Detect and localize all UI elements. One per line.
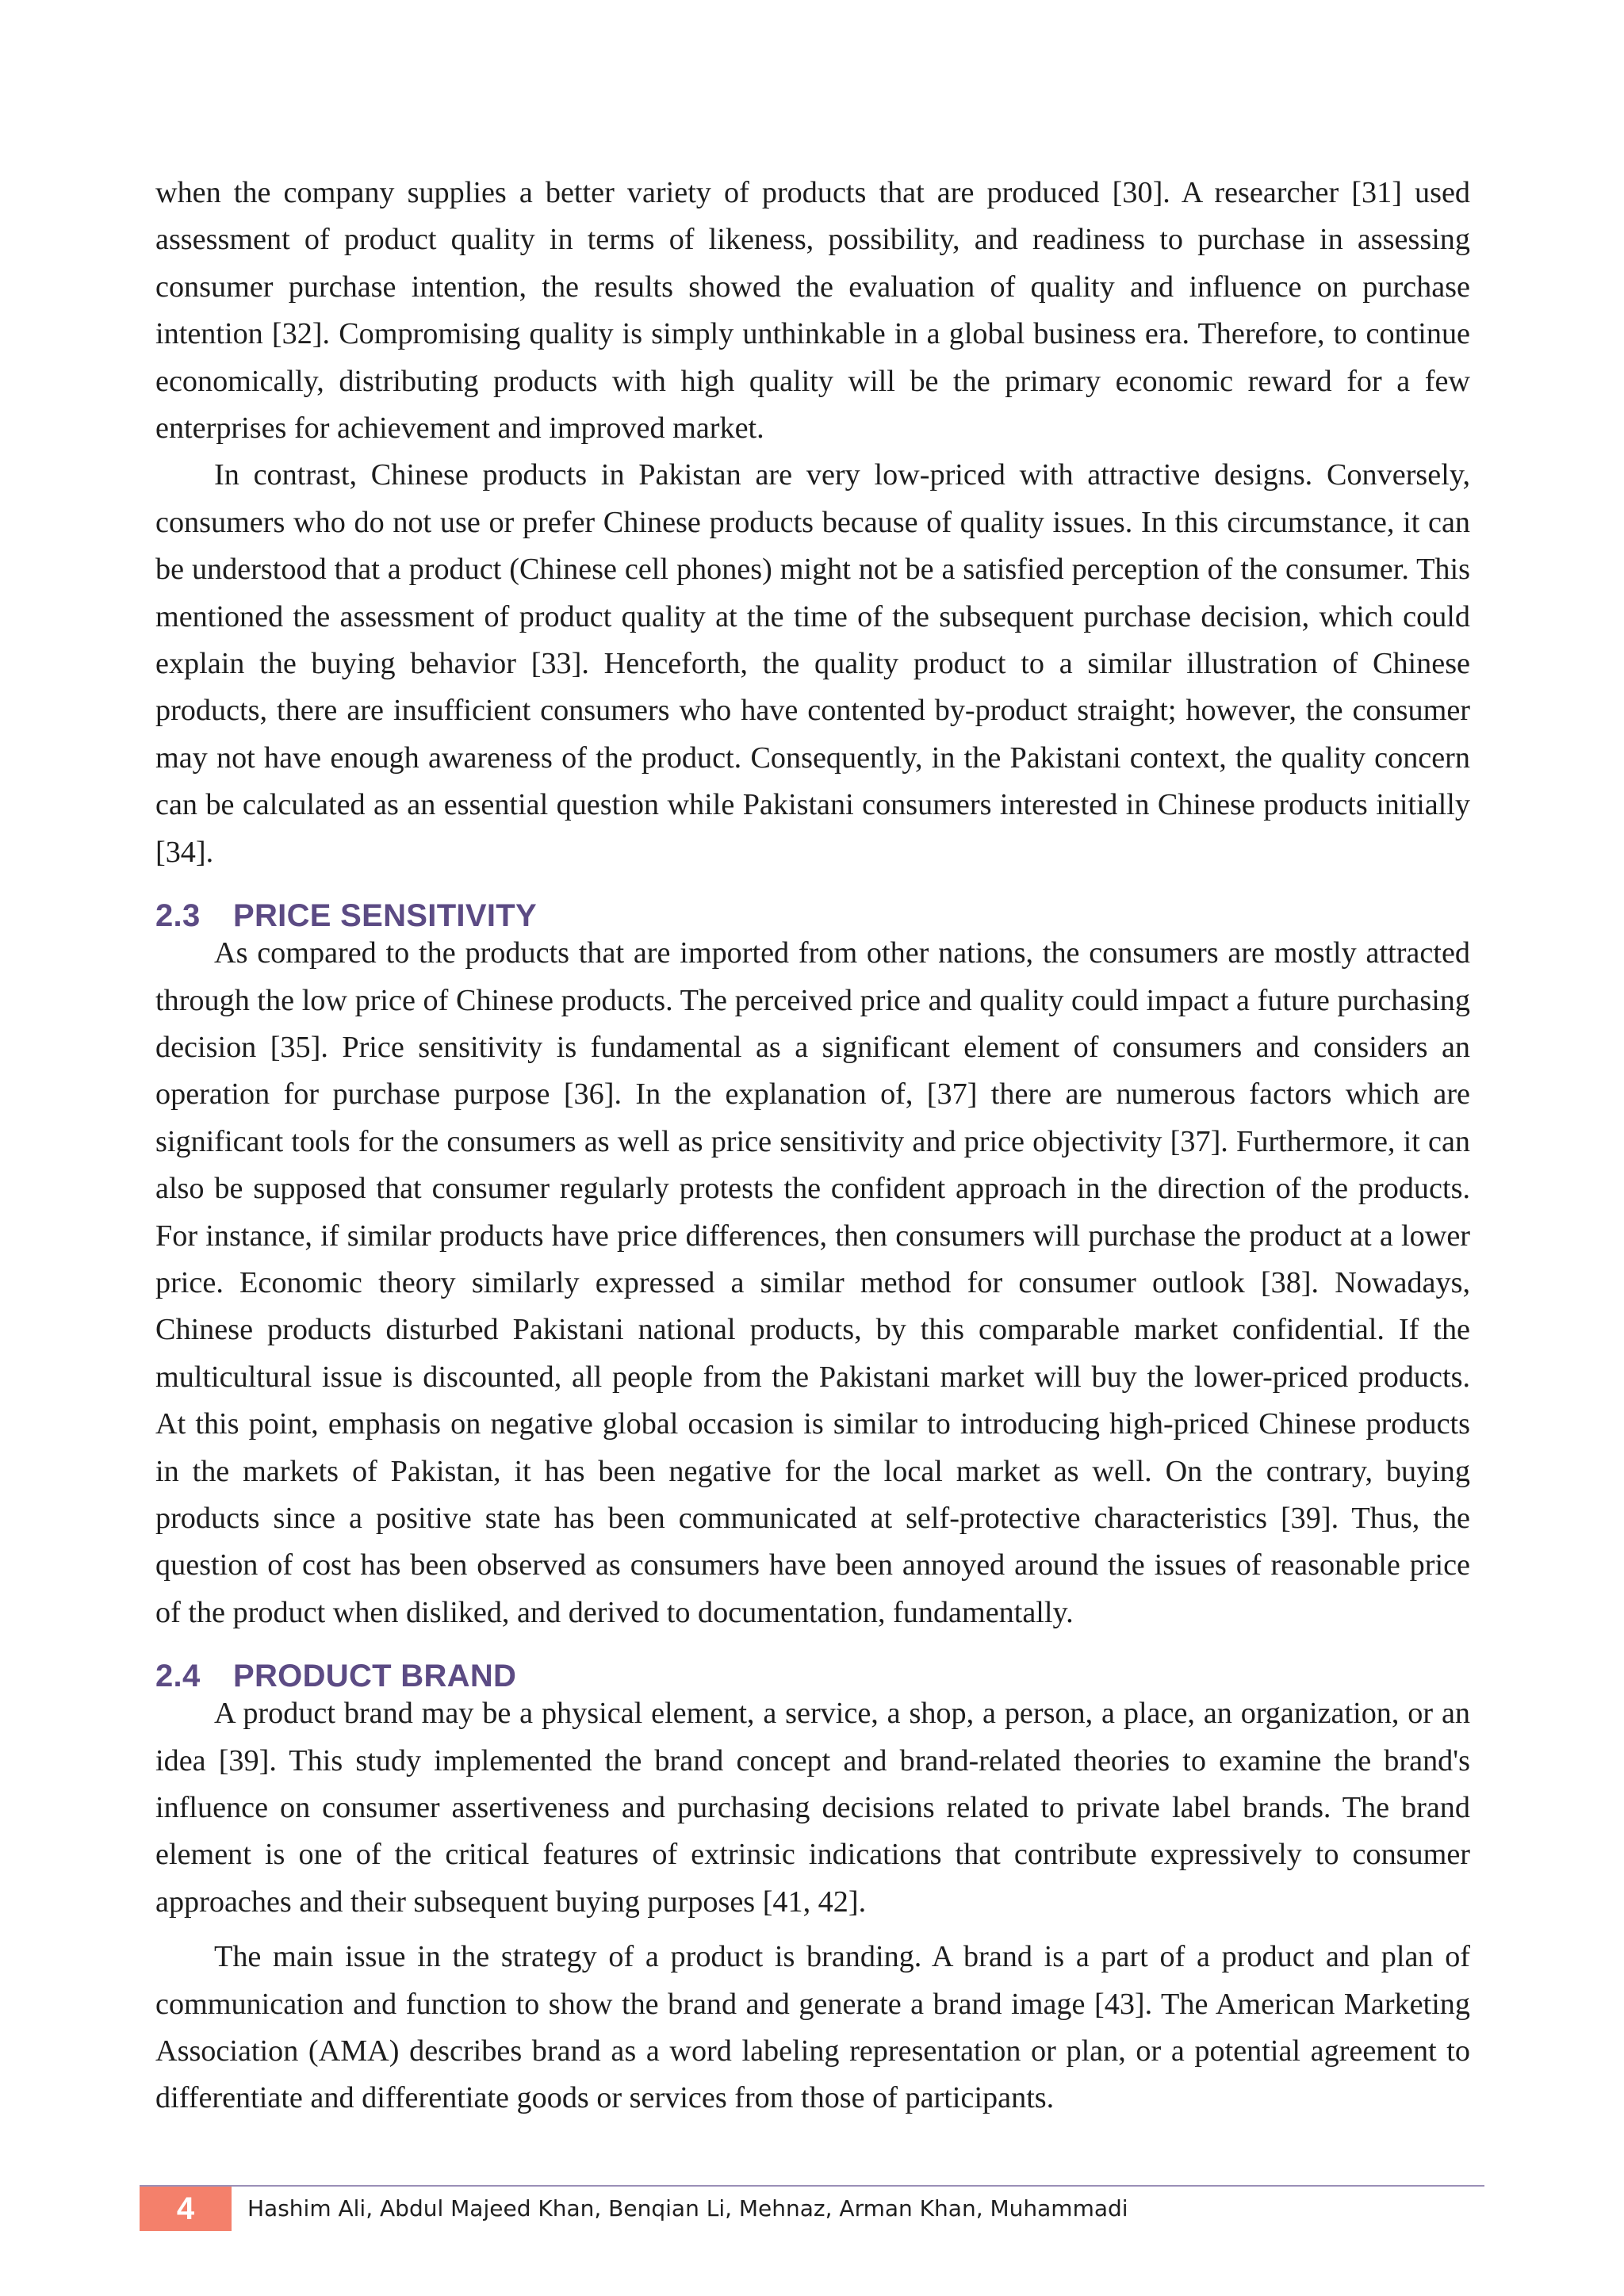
page-number: 4	[140, 2187, 232, 2231]
page-footer	[140, 2185, 1484, 2231]
section-title: PRICE SENSITIVITY	[233, 898, 537, 934]
body-paragraph: In contrast, Chinese products in Pakistan are very low-priced with attractive designs. Conversely, consumers who do not use or prefer Chinese products because of quality issues. In this circumstance, it can be understood that a product (Chinese cell phones) might not be a satisfied perception of the consumer. This mentioned the assessment of product quality at the time of the subsequent purchase decision, which could explain the buying behavior [33]. Henceforth, the quality product to a similar illustration of Chinese products, there are insufficient consumers who have contented by-product straight; however, the consumer may not have enough awareness of the product. Consequently, in the Pakistani context, the quality concern can be calculated as an essential question while Pakistani consumers interested in Chinese products initially [34].	[155, 458, 1470, 869]
body-paragraph: As compared to the products that are imported from other nations, the consumers are mostly attracted through the low price of Chinese products. The perceived price and quality could impact a future purchasing decision [35]. Price sensitivity is fundamental as a significant element of consumers and considers an operation for purchase purpose [36]. In the explanation of, [37] there are numerous factors which are significant tools for the consumers as well as price sensitivity and price objectivity [37]. Furthermore, it can also be supposed that consumer regularly protests the confident approach in the direction of the products. For instance, if similar products have price differences, then consumers will purchase the product at a lower price. Economic theory similarly expressed a similar method for consumer outlook [38]. Nowadays, Chinese products disturbed Pakistani national products, by this comparable market confidential. If the multicultural issue is discounted, all people from the Pakistani market will buy the lower-priced products. At this point, emphasis on negative global occasion is similar to introducing high-priced Chinese products in the markets of Pakistan, it has been negative for the local market as well. On the contrary, buying products since a positive state has been communicated at self-protective characteristics [39]. Thus, the question of cost has been observed as consumers have been annoyed around the issues of reasonable price of the product when disliked, and derived to documentation, fundamentally.	[155, 936, 1470, 1629]
section-title: PRODUCT BRAND	[233, 1659, 517, 1694]
section-number: 2.3	[155, 898, 201, 934]
body-paragraph: when the company supplies a better variety of products that are produced [30]. A researcher [31] used assessment of product quality in terms of likeness, possibility, and readiness to purchase in assessing consumer purchase intention, the results showed the evaluation of quality and influence on purchase intention [32]. Compromising quality is simply unthinkable in a global business era. Therefore, to continue economically, distributing products with high quality will be the primary economic reward for a few enterprises for achievement and improved market.	[155, 176, 1470, 446]
footer-authors: Hashim Ali, Abdul Majeed Khan, Benqian Li, Mehnaz, Arman Khan, Muhammadi	[247, 2195, 1128, 2221]
body-paragraph: A product brand may be a physical element, a service, a shop, a person, a place, an organization, or an idea [39]. This study implemented the brand concept and brand-related theories to examine the brand's influence on consumer assertiveness and purchasing decisions related to private label brands. The brand element is one of the critical features of extrinsic indications that contribute expressively to consumer approaches and their subsequent buying purposes [41, 42].	[155, 1697, 1470, 1919]
body-paragraph: The main issue in the strategy of a product is branding. A brand is a part of a product and plan of communication and function to show the brand and generate a brand image [43]. The American Marketing Association (AMA) describes brand as a word labeling representation or plan, or a potential agreement to differentiate and differentiate goods or services from those of participants.	[155, 1940, 1470, 2115]
section-number: 2.4	[155, 1659, 201, 1694]
body-content	[155, 170, 1470, 2122]
